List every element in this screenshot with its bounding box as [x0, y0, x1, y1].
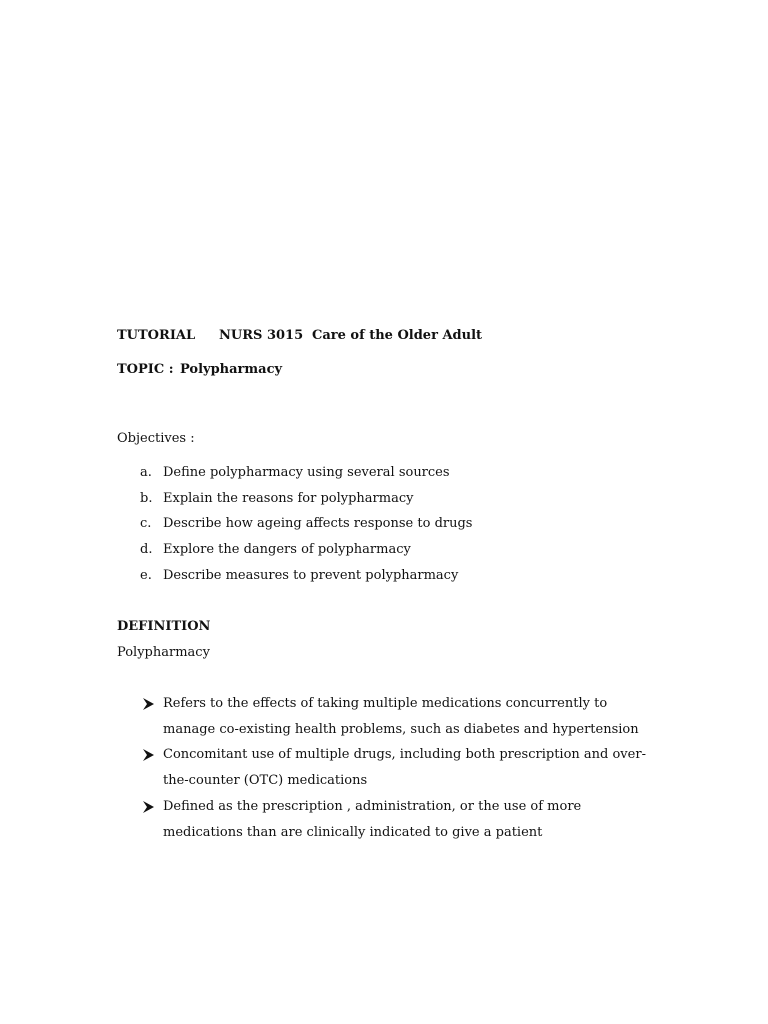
objective-item: Describe measures to prevent polypharmacy	[163, 568, 459, 583]
objective-item: Define polypharmacy using several sources	[163, 465, 450, 480]
arrowhead-bullet-icon	[142, 799, 155, 815]
header-tutorial-label: TUTORIAL	[117, 328, 196, 343]
objective-marker: c.	[140, 516, 152, 531]
definition-term: Polypharmacy	[117, 645, 210, 660]
definition-heading: DEFINITION	[117, 619, 211, 634]
definition-bullet-line: the-counter (OTC) medications	[163, 773, 368, 788]
arrowhead-bullet-icon	[142, 747, 155, 763]
objectives-heading: Objectives :	[117, 431, 195, 446]
topic-label: TOPIC :	[117, 362, 174, 377]
header-course-code: NURS 3015	[219, 328, 304, 343]
definition-bullet-line: Defined as the prescription , administration, or the use of more	[163, 799, 582, 814]
objective-marker: a.	[140, 465, 152, 480]
objective-item: Describe how ageing affects response to drugs	[163, 516, 473, 531]
definition-bullet-line: Refers to the effects of taking multiple medications concurrently to	[163, 696, 608, 711]
objective-item: Explain the reasons for polypharmacy	[163, 491, 414, 506]
header-course-title: Care of the Older Adult	[312, 328, 483, 343]
topic-value: Polypharmacy	[180, 362, 283, 377]
objective-marker: b.	[140, 491, 153, 506]
definition-bullet-line: medications than are clinically indicated to give a patient	[163, 825, 543, 840]
definition-bullet-line: manage co-existing health problems, such as diabetes and hypertension	[163, 722, 639, 737]
objective-marker: d.	[140, 542, 153, 557]
objective-item: Explore the dangers of polypharmacy	[163, 542, 411, 557]
arrowhead-bullet-icon	[142, 696, 155, 712]
definition-bullet-line: Concomitant use of multiple drugs, including both prescription and over-	[163, 747, 646, 762]
objective-marker: e.	[140, 568, 152, 583]
